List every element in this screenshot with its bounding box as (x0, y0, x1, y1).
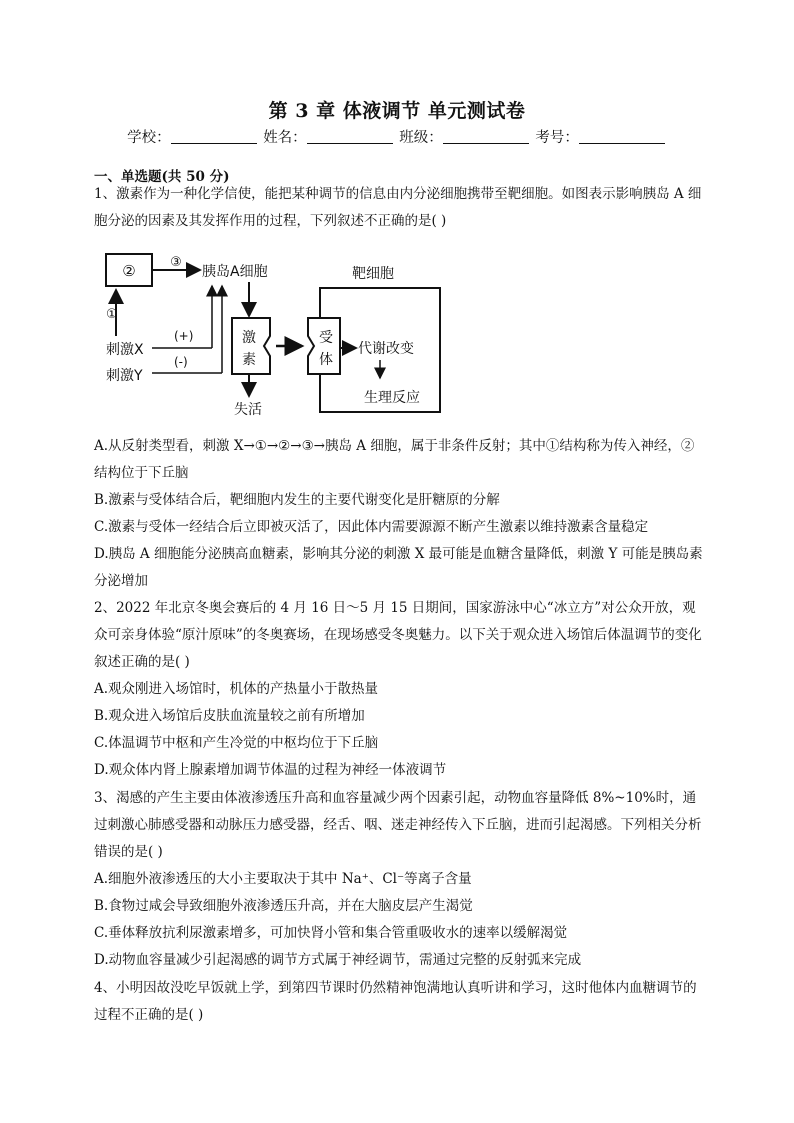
plus-sign: (+) (174, 329, 194, 343)
target-cell-label: 靶细胞 (352, 266, 394, 282)
q2-option-c[interactable]: C.体温调节中枢和产生冷觉的中枢均位于下丘脑 (94, 735, 379, 751)
metabolism-label: 代谢改变 (358, 341, 414, 357)
minus-sign: (-) (174, 355, 188, 369)
question-3-stem: 3、渴感的产生主要由体液渗透压升高和血容量减少两个因素引起，动物血容量降低 8%~10%时，通过刺激心肺感受器和动脉压力感受器，经舌、咽、迷走神经传入下丘脑，进而引起渴感。下列相关分析错误的是( ) (94, 790, 702, 860)
receptor-label-2: 体 (319, 352, 333, 368)
q3-option-c[interactable]: C.垂体释放抗利尿激素增多，可加快肾小管和集合管重吸收水的速率以缓解渴觉 (94, 925, 568, 941)
section-heading: 一、单选题(共 50 分) (94, 169, 230, 185)
question-3 (94, 785, 704, 974)
q1-option-b[interactable]: B.激素与受体结合后，靶细胞内发生的主要代谢变化是肝糖原的分解 (94, 492, 500, 508)
school-blank[interactable] (171, 129, 257, 144)
receptor-label-1: 受 (319, 330, 333, 346)
question-1-stem-block (94, 181, 704, 235)
q3-option-d[interactable]: D.动物血容量减少引起渴感的调节方式属于神经调节，需通过完整的反射弧来完成 (94, 952, 582, 968)
q2-option-a[interactable]: A.观众刚进入场馆时，机体的产热量小于散热量 (94, 681, 379, 697)
student-info-line (0, 126, 794, 147)
label-1: ① (106, 307, 118, 322)
q3-option-a[interactable]: A.细胞外液渗透压的大小主要取决于其中 Na⁺、Cl⁻等离子含量 (94, 871, 472, 887)
stimulus-y-label: 刺激Y (106, 368, 143, 384)
question-4-stem: 4、小明因故没吃早饭就上学，到第四节课时仍然精神饱满地认真听讲和学习，这时他体内血糖调节的过程不正确的是( ) (94, 980, 697, 1023)
hormone-diagram (104, 250, 444, 422)
inactivate-label: 失活 (234, 402, 262, 418)
target-a-cell-label: 胰岛A细胞 (202, 264, 268, 280)
question-2 (94, 595, 704, 784)
q2-option-d[interactable]: D.观众体内肾上腺素增加调节体温的过程为神经一体液调节 (94, 762, 447, 778)
hormone-label-2: 素 (242, 352, 256, 368)
physiology-label: 生理反应 (364, 390, 420, 406)
question-4 (94, 975, 704, 1029)
q3-option-b[interactable]: B.食物过咸会导致细胞外液渗透压升高，并在大脑皮层产生渴觉 (94, 898, 473, 914)
exam-number-label: 考号： (535, 130, 579, 146)
page-title: 第 3 章 体液调节 单元测试卷 (268, 100, 526, 122)
exam-number-blank[interactable] (579, 129, 665, 144)
question-1-stem: 1、激素作为一种化学信使，能把某种调节的信息由内分泌细胞携带至靶细胞。如图表示影响胰岛 A 细胞分泌的因素及其发挥作用的过程，下列叙述不正确的是( ) (94, 186, 702, 229)
school-label: 学校： (127, 130, 171, 146)
question-1-options (94, 433, 704, 595)
label-3: ③ (170, 255, 182, 270)
hormone-label-1: 激 (242, 330, 256, 346)
q1-option-d[interactable]: D.胰岛 A 细胞能分泌胰高血糖素，影响其分泌的刺激 X 最可能是血糖含量降低，刺激 Y 可能是胰岛素分泌增加 (94, 546, 703, 589)
class-label: 班级： (399, 130, 443, 146)
stimulus-x-label: 刺激X (106, 342, 144, 358)
class-blank[interactable] (443, 129, 529, 144)
box-2-label: ② (122, 262, 136, 280)
q1-option-c[interactable]: C.激素与受体一经结合后立即被灭活了，因此体内需要源源不断产生激素以维持激素含量稳定 (94, 519, 649, 535)
q2-option-b[interactable]: B.观众进入场馆后皮肤血流量较之前有所增加 (94, 708, 365, 724)
q1-option-a[interactable]: A.从反射类型看，刺激 X→①→②→③→胰岛 A 细胞，属于非条件反射；其中①结构称为传入神经，②结构位于下丘脑 (94, 438, 695, 481)
question-2-stem: 2、2022 年北京冬奥会赛后的 4 月 16 日～5 月 15 日期间，国家游泳中心“冰立方”对公众开放，观众可亲身体验“原汁原味”的冬奥赛场，在现场感受冬奥魅力。以下关于观众进入场馆后体温调节的变化叙述正确的是( ) (94, 600, 702, 670)
name-blank[interactable] (307, 129, 393, 144)
name-label: 姓名： (263, 130, 307, 146)
